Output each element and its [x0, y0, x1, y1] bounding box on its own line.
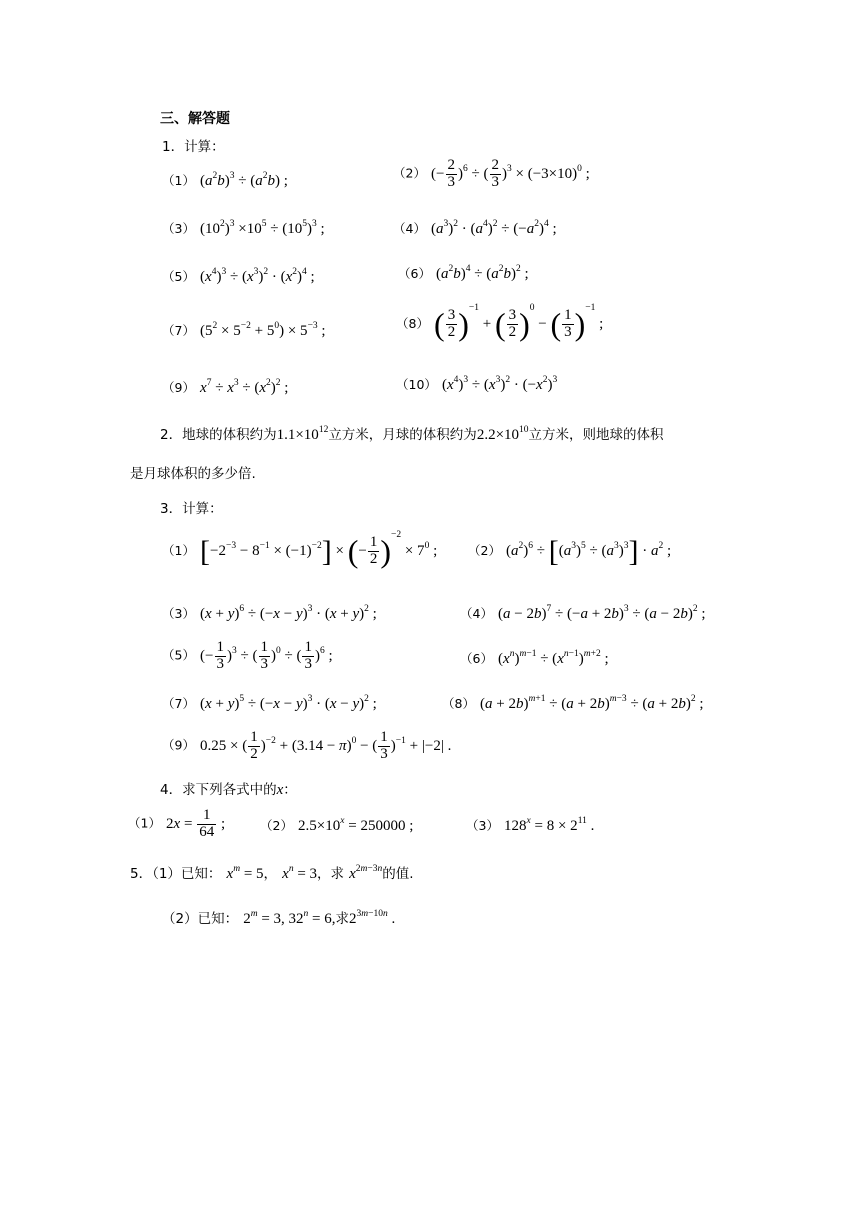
item-number: （6）	[398, 266, 431, 281]
math-expression: $x^{2m-3n}$	[349, 864, 383, 882]
item-number: （5）	[162, 269, 195, 284]
q1-item-7	[162, 320, 326, 340]
q3-item-9	[162, 730, 451, 763]
math-expression: $(a^2)^6 \div [(a^3)^5 \div (a^3)^3] \cdot a^2$ ;	[506, 535, 672, 568]
item-number: （3）	[162, 606, 195, 621]
item-number: （10）	[396, 377, 437, 392]
q3-item-6	[460, 648, 609, 668]
q1-item-5	[162, 266, 315, 286]
item-number: （4）	[393, 221, 426, 236]
q1-item-9	[162, 377, 288, 397]
math-expression: $(x + y)^6 \div (-x - y)^3 \cdot (x + y)^2$ ;	[200, 604, 377, 622]
q5-part-2: （2）已知： $2^m = 3$, $32^n = 6$,求$2^{3m-10n}$ .	[162, 909, 396, 927]
q1-item-8	[396, 303, 604, 343]
q4-item-3	[466, 815, 594, 835]
item-number: （9）	[162, 380, 195, 395]
math-expression: $(10^2)^3 \times 10^5 \div (10^5)^3$ ;	[200, 219, 325, 237]
item-number: （5）	[162, 647, 195, 663]
math-expression: $[-2^{-3} - 8^{-1} \times (-1)^{-2}]$ × (− $\frac{1}{2}$ )$^{-2} \times 7^0$ ;	[200, 530, 438, 570]
math-expression: (− $\frac{2}{3}$ )$^6$ ÷ ( $\frac{2}{3}$ )$^3 \times (-3\times 10)^0$ ;	[431, 157, 590, 190]
math-expression: $2^m = 3$, $32^n = 6$,	[243, 909, 336, 927]
section-title: 三、解答题	[160, 111, 230, 127]
item-number: （3）	[466, 818, 499, 833]
q3-item-7	[162, 693, 377, 713]
math-expression: $(5^2 \times 5^{-2} + 5^0) \times 5^{-3}$ ;	[200, 321, 326, 339]
math-expression: (− $\frac{1}{3}$ )$^3$ ÷ ( $\frac{1}{3}$ )$^0$ ÷ ( $\frac{1}{3}$ )$^6$ ;	[200, 639, 333, 672]
item-number: （8）	[396, 316, 429, 331]
math-expression: $(a^3)^2 \cdot (a^4)^2 \div (-a^2)^4$ ;	[431, 219, 557, 237]
item-number: （2）	[468, 542, 501, 558]
math-expression: $(a + 2b)^{m+1} \div (a + 2b)^{m-3} \div (a + 2b)^2$ ;	[480, 694, 704, 712]
moon-volume-value: $2.2\times 10^{10}$	[476, 425, 529, 443]
math-expression: $(x^4)^3 \div (x^3)^2 \cdot (x^2)^4$ ;	[200, 267, 315, 285]
item-number: （2）	[393, 165, 426, 181]
question-2-line-1: 2．地球的体积约为$1.1\times 10^{12}$立方米，月球的体积约为$2.2\times 10^{10}$立方米，则地球的体积	[160, 425, 664, 443]
q1-item-2	[393, 158, 590, 191]
item-number: （7）	[162, 696, 195, 711]
q1-item-10	[396, 374, 557, 394]
q4-item-1	[128, 808, 225, 841]
math-expression: $2.5\times 10^x = 250000$ ;	[298, 816, 414, 834]
q3-item-1	[162, 530, 438, 570]
q3-item-8	[442, 693, 704, 713]
math-expression: $(x^n)^{m-1} \div (x^{n-1})^{m+2}$ ;	[498, 649, 609, 667]
item-number: （3）	[162, 221, 195, 236]
math-expression: $2^{3m-10n}$ .	[349, 909, 396, 927]
item-number: （1）	[162, 173, 195, 188]
item-number: （1）	[162, 543, 195, 558]
item-number: （1）	[128, 815, 161, 831]
math-expression: 0.25 × ( $\frac{1}{2}$ )$^{-2} + (3.14 - \pi)^0$ − ( $\frac{1}{3}$ )$^{-1}$ + |−2| .	[200, 729, 452, 762]
question-2-line-2: 是月球体积的多少倍.	[130, 466, 256, 482]
math-expression: $x^n = 3$	[282, 864, 318, 882]
item-number: （7）	[162, 323, 195, 338]
item-number: （2）	[260, 818, 293, 833]
q1-item-4	[393, 218, 557, 238]
q5-part-1: 5．（1）已知： $x^m = 5$， $x^n = 3$，求 $x^{2m-3n}$的值.	[130, 864, 414, 882]
q4-item-2	[260, 815, 413, 835]
math-expression: 2x = $\frac{1}{64}$ ;	[166, 807, 226, 840]
q3-item-5	[162, 640, 333, 673]
math-expression: $128^x = 8 \times 2^{11}$ .	[504, 816, 595, 834]
math-expression: $x^7 \div x^3 \div (x^2)^2$ ;	[200, 378, 289, 396]
math-expression: $x^m = 5$	[226, 864, 264, 882]
question-3-label: 3．计算：	[160, 501, 223, 517]
math-expression: $(x^4)^3 \div (x^3)^2 \cdot (-x^2)^3$	[442, 375, 558, 393]
item-number: （8）	[442, 696, 475, 711]
question-4-label: 4．求下列各式中的x：	[160, 782, 297, 798]
earth-volume-value: $1.1\times 10^{12}$	[276, 425, 329, 443]
q1-item-3	[162, 218, 325, 238]
q3-item-4	[460, 603, 706, 623]
math-expression: $(a^2b)^4 \div (a^2b)^2$ ;	[436, 264, 529, 282]
math-expression: $(x + y)^5 \div (-x - y)^3 \cdot (x - y)^2$ ;	[200, 694, 377, 712]
math-expression: ( $\frac{3}{2}$ )$^{-1}$ + ( $\frac{3}{2}$ )$^0$ − ( $\frac{1}{3}$ )$^{-1}$ ;	[434, 303, 604, 343]
item-number: （6）	[460, 651, 493, 666]
item-number: （4）	[460, 606, 493, 621]
item-number: （9）	[162, 737, 195, 753]
question-1-label: 1．计算：	[162, 139, 225, 155]
math-expression: $(a^2b)^3 \div (a^2b)$ ;	[200, 171, 288, 189]
q1-item-1	[162, 170, 288, 190]
q3-item-3	[162, 603, 377, 623]
math-expression: $(a - 2b)^7 \div (-a + 2b)^3 \div (a - 2b)^2$ ;	[498, 604, 706, 622]
q3-item-2	[468, 535, 672, 568]
q1-item-6	[398, 263, 529, 283]
